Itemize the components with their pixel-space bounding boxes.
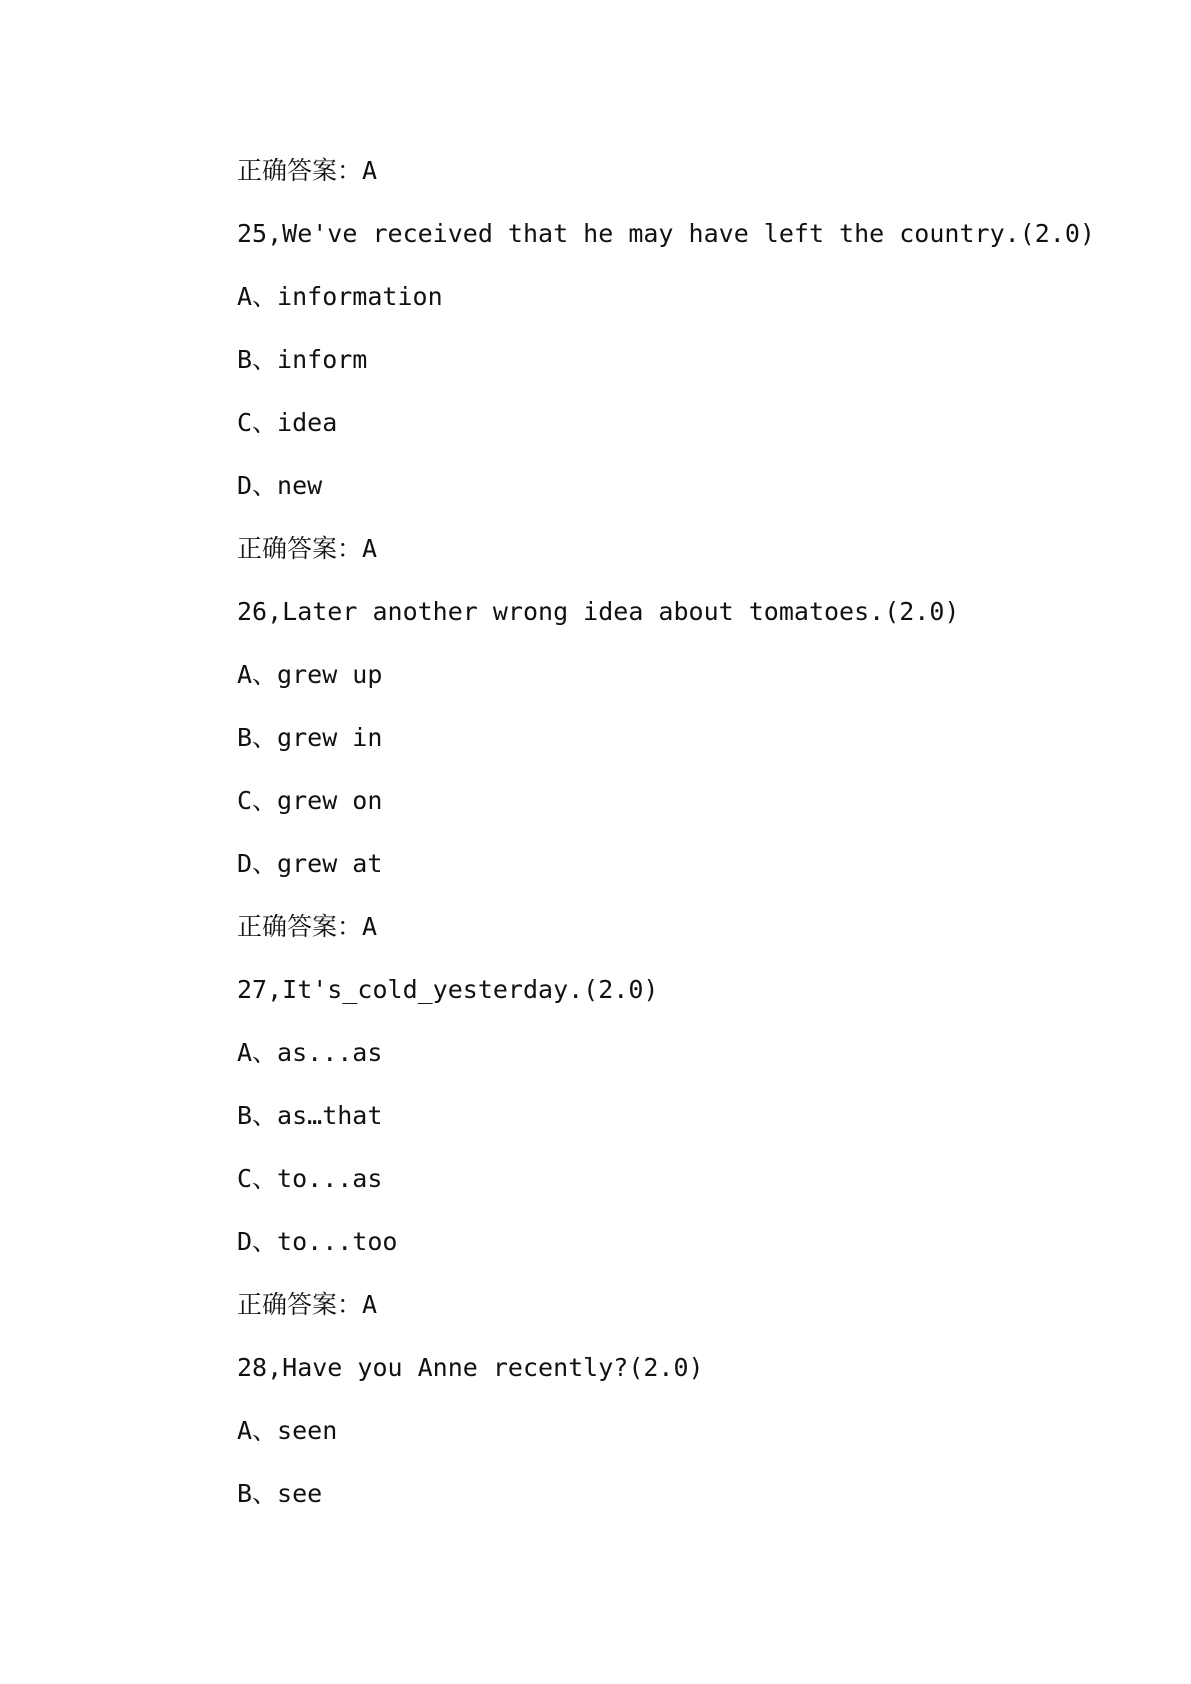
option-b: B、as…that <box>237 1101 383 1130</box>
answer-line: 正确答案：A <box>237 156 378 185</box>
option-d: D、new <box>237 471 323 500</box>
option-a: A、information <box>237 282 443 311</box>
option-a: A、grew up <box>237 660 383 689</box>
option-b: B、inform <box>237 345 368 374</box>
option-b: B、see <box>237 1479 323 1508</box>
option-c: C、grew on <box>237 786 383 815</box>
question-26: 26,Later another wrong idea about tomatoes.(2.0) <box>237 597 960 626</box>
option-a: A、seen <box>237 1416 338 1445</box>
answer-line: 正确答案：A <box>237 534 378 563</box>
question-25: 25,We've received that he may have left the country.(2.0) <box>237 219 1095 248</box>
option-d: D、grew at <box>237 849 383 878</box>
answer-line: 正确答案：A <box>237 912 378 941</box>
question-27: 27,It's_cold_yesterday.(2.0) <box>237 975 659 1004</box>
answer-line: 正确答案：A <box>237 1290 378 1319</box>
option-c: C、to...as <box>237 1164 383 1193</box>
option-c: C、idea <box>237 408 338 437</box>
option-b: B、grew in <box>237 723 383 752</box>
question-28: 28,Have you Anne recently?(2.0) <box>237 1353 704 1382</box>
option-a: A、as...as <box>237 1038 383 1067</box>
option-d: D、to...too <box>237 1227 398 1256</box>
